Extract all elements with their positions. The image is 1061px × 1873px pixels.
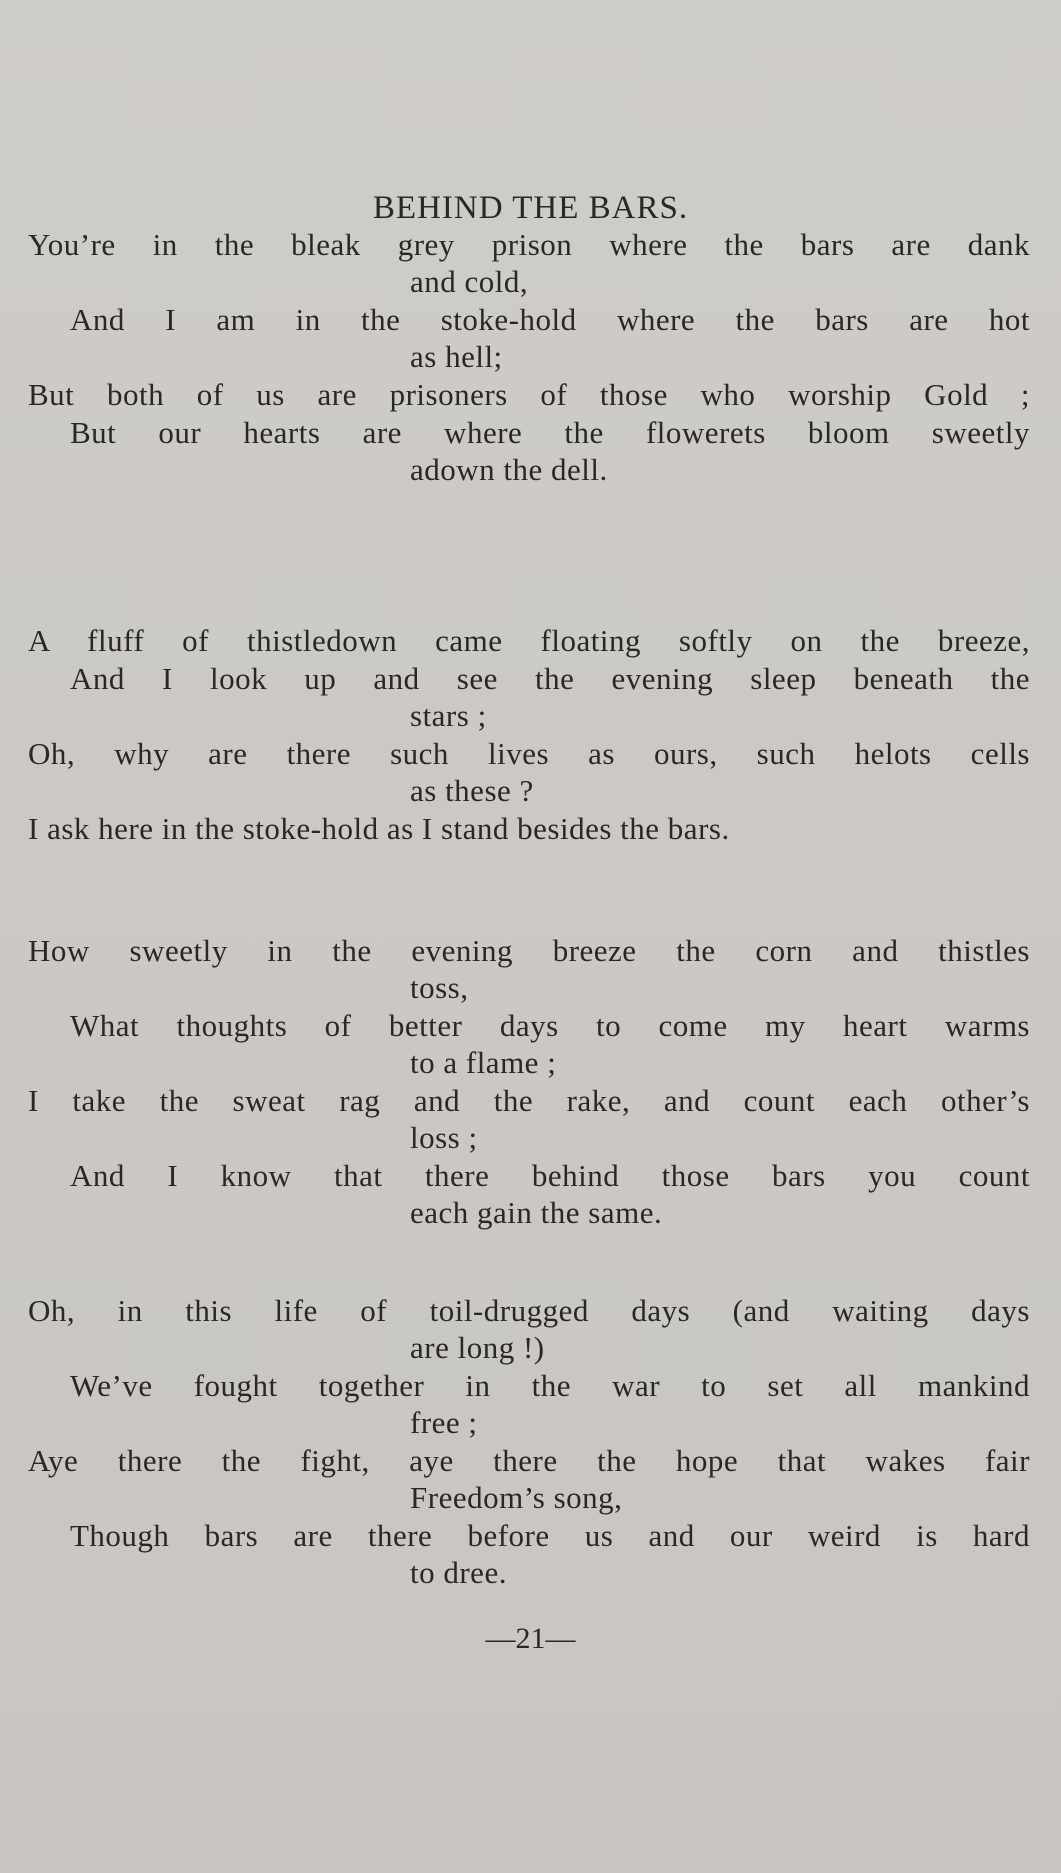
poem-line-turnover: as these ?: [410, 773, 534, 808]
poem-line: A fluff of thistledown came floating softly on the breeze,: [28, 623, 1030, 658]
stanza-2: [28, 622, 1030, 848]
poem-line-turnover: Freedom’s song,: [410, 1480, 623, 1515]
poem-line-turnover: to a flame ;: [410, 1045, 557, 1080]
poem-line-turnover: toss,: [410, 970, 469, 1005]
poem-line: But our hearts are where the flowerets bloom sweetly: [70, 415, 1030, 450]
poem-line: You’re in the bleak grey prison where the bars are dank: [28, 227, 1030, 262]
stanza-4: [28, 1292, 1030, 1592]
poem-line-turnover: are long !): [410, 1330, 545, 1365]
poem-line: I take the sweat rag and the rake, and count each other’s: [28, 1083, 1030, 1118]
poem-line: Though bars are there before us and our weird is hard: [70, 1518, 1030, 1553]
poem-line-turnover: each gain the same.: [410, 1195, 663, 1230]
poem-line: How sweetly in the evening breeze the corn and thistles: [28, 933, 1030, 968]
poem-line: And I know that there behind those bars you count: [70, 1158, 1030, 1193]
stanza-1: [28, 226, 1030, 489]
poem-line: Oh, in this life of toil-drugged days (and waiting days: [28, 1293, 1030, 1328]
poem-line: I ask here in the stoke-hold as I stand besides the bars.: [28, 811, 730, 846]
poem-line-turnover: adown the dell.: [410, 452, 608, 487]
poem-line: And I look up and see the evening sleep beneath the: [70, 661, 1030, 696]
poem-line-turnover: as hell;: [410, 339, 503, 374]
poem-line: We’ve fought together in the war to set all mankind: [70, 1368, 1030, 1403]
poem-line: And I am in the stoke-hold where the bars are hot: [70, 302, 1030, 337]
poem-line-turnover: loss ;: [410, 1120, 478, 1155]
poem-line-turnover: and cold,: [410, 264, 529, 299]
poem-line: What thoughts of better days to come my heart warms: [70, 1008, 1030, 1043]
poem-line: But both of us are prisoners of those who worship Gold ;: [28, 377, 1030, 412]
poem-title: BEHIND THE BARS.: [372, 190, 689, 226]
poem-line-turnover: stars ;: [410, 698, 487, 733]
poem-line-turnover: to dree.: [410, 1555, 507, 1590]
poem-line-turnover: free ;: [410, 1405, 478, 1440]
stanza-3: [28, 932, 1030, 1232]
poem-line: Aye there the fight, aye there the hope that wakes fair: [28, 1443, 1030, 1478]
poem-line: Oh, why are there such lives as ours, such helots cells: [28, 736, 1030, 771]
page-number: —21—: [485, 1622, 576, 1655]
